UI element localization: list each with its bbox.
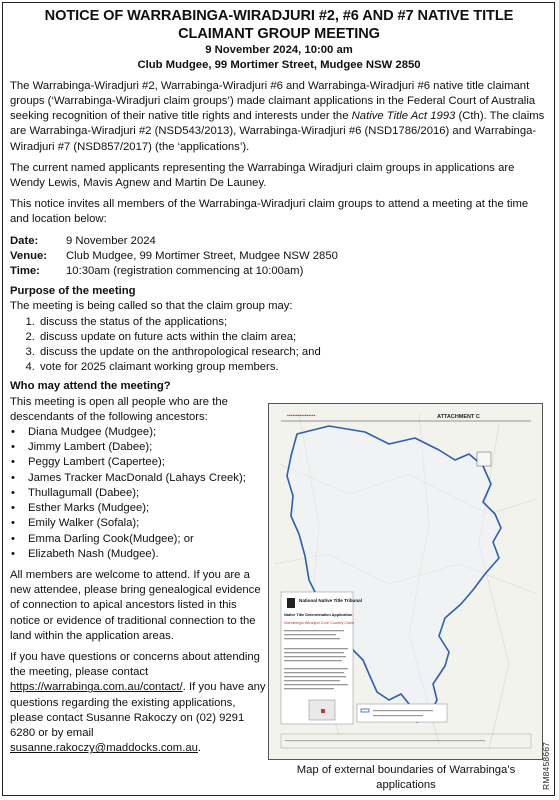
welcome-paragraph: All members are welcome to attend. If you are a new attendee, please bring genealogical evidence of connection to apical ancestors listed in this notice or evidence of traditional connection to the land within the application areas. [10, 568, 261, 642]
act-name: Native Title Act 1993 [351, 110, 456, 123]
list-item: 3. discuss the update on the anthropological research; and [38, 345, 548, 360]
list-item: 4. vote for 2025 claimant working group members. [38, 360, 548, 375]
list-item: • James Tracker MacDonald (Lahays Creek); [28, 471, 266, 486]
attend-lead: This meeting is open all people who are the descendants of the following ancestors: [10, 395, 228, 423]
application-title: Native Title Determination Application [284, 613, 353, 617]
time-label: Time: [10, 265, 40, 278]
intro-paragraph-1: The Warrabinga-Wiradjuri #2, Warrabinga-Wiradjuri #6 and Warrabinga-Wiradjuri #6 native title claimant groups (‘Warrabinga-Wiradjuri claim groups’) made claimant applications in the Federal Court of Australia seeking recognition of their native title rights and interests under the Native Title Act 1993 (Cth). The claims are Warrabinga-Wiradjuri #2 (NSD543/2013), Warrabinga-Wiradjuri #6 (NSD1786/2016) and Warrabinga-Wiradjuri #7 (NSD857/2017) (the ‘applications’). [10, 79, 545, 153]
list-item: • Esther Marks (Mudgee); [28, 501, 266, 516]
list-item: • Thullagumall (Dabee); [28, 486, 266, 501]
tribunal-logo-icon [287, 598, 295, 608]
venue-label: Venue: [10, 249, 48, 262]
intro-paragraph-2: The current named applicants representing the Warrabinga Wiradjuri claim groups in applications are Wendy Lewis, Mavis Agnew and Martin De Launey. [10, 161, 515, 190]
purpose-lead: The meeting is being called so that the claim group may: [10, 300, 293, 313]
time-value: 10:30am (registration commencing at 10:00am) [66, 265, 304, 278]
list-item: • Elizabeth Nash (Mudgee). [28, 547, 266, 562]
list-item: 2. discuss update on future acts within the claim area; [38, 330, 548, 345]
tribunal-name: National Native Title Tribunal [299, 598, 362, 603]
purpose-heading: Purpose of the meeting [10, 285, 136, 298]
contact-link[interactable]: https://warrabinga.com.au/contact/ [10, 681, 183, 694]
contact-paragraph: If you have questions or concerns about attending the meeting, please contact https://warrabinga.com.au/contact/. If you have any questions regarding the existing applications, please contact Susanne Rakoczy on (02) 9291 6280 or by email susanne.rakoczy@maddocks.com.au. [10, 650, 266, 755]
ancestor-list [10, 425, 266, 562]
map-legend [357, 704, 447, 722]
date-label: Date: [10, 234, 39, 247]
purpose-list [10, 315, 548, 376]
list-item: • Emma Darling Cook(Mudgee); or [28, 532, 266, 547]
map-graphic [269, 404, 542, 759]
claim-name: Warrabinga-Wiradjuri Core Country Claim [284, 621, 355, 625]
meeting-date-subtitle: 9 November 2024, 10:00 am [205, 44, 353, 56]
reference-code: RM8458667 [541, 741, 551, 790]
email-link[interactable]: susanne.rakoczy@maddocks.com.au [10, 742, 198, 755]
venue-value: Club Mudgee, 99 Mortimer Street, Mudgee NSW 2850 [66, 249, 338, 262]
list-item: 1. discuss the status of the applications; [38, 315, 548, 330]
date-value: 9 November 2024 [66, 234, 156, 247]
attend-heading: Who may attend the meeting? [10, 380, 171, 393]
list-item: • Diana Mudgee (Mudgee); [28, 425, 266, 440]
attachment-label: ATTACHMENT C [437, 414, 480, 420]
notice-title: NOTICE OF WARRABINGA-WIRADJURI #2, #6 AND #7 NATIVE TITLE CLAIMANT GROUP MEETING [44, 8, 514, 42]
meeting-venue-subtitle: Club Mudgee, 99 Mortimer Street, Mudgee NSW 2850 [137, 59, 421, 72]
meeting-details [10, 234, 548, 280]
map-header-red: ▪▪▪▪▪▪▪▪▪▪▪▪▪▪▪▪ [287, 413, 316, 419]
intro-paragraph-3: This notice invites all members of the Warrabinga-Wiradjuri claim groups to attend a meeting at the time and location below: [10, 198, 529, 226]
list-item: • Peggy Lambert (Capertee); [28, 455, 266, 470]
map-caption: Map of external boundaries of Warrabinga’s applications [296, 764, 516, 791]
claim-map [268, 403, 543, 760]
list-item: • Jimmy Lambert (Dabee); [28, 440, 266, 455]
list-item: • Emily Walker (Sofala); [28, 516, 266, 531]
